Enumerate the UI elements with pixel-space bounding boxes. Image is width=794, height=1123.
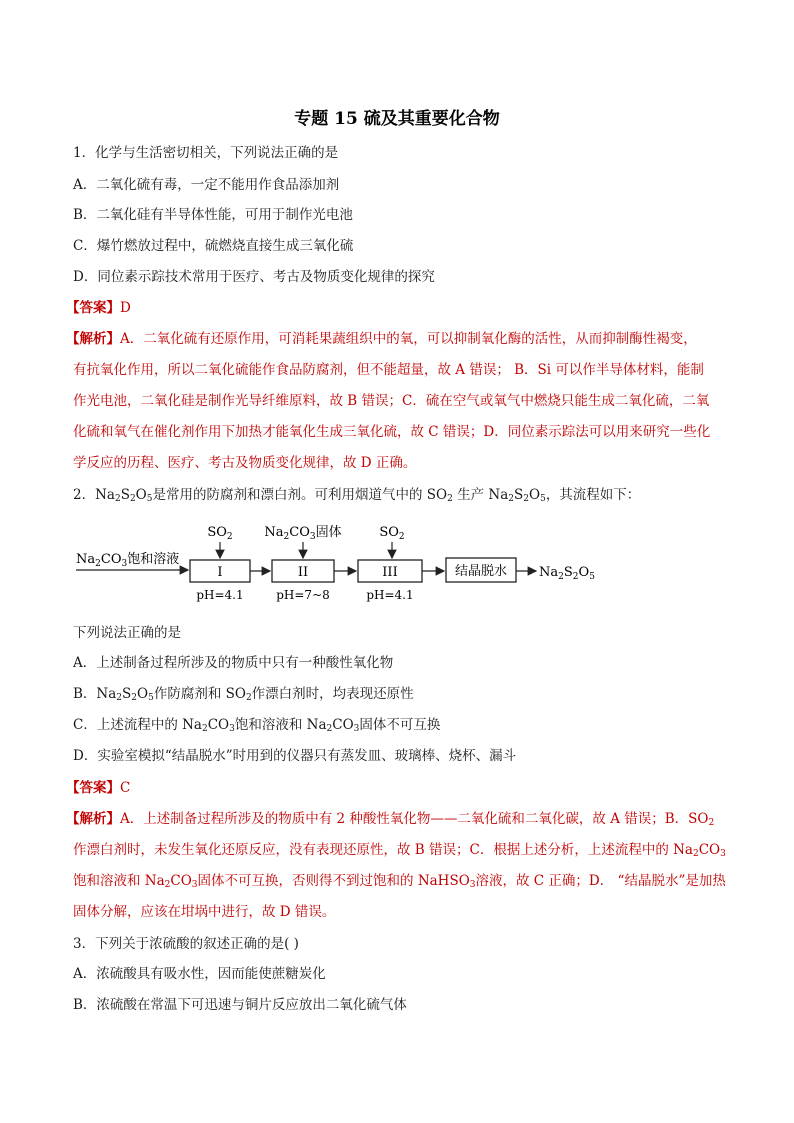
analysis-tag: 【解析】 (66, 331, 120, 347)
stem-part: 2．Na (73, 487, 115, 503)
subscript: 2 (447, 494, 453, 504)
subscript: 3 (469, 880, 476, 890)
answer-tag: 【答案】 (66, 300, 120, 316)
q1-analysis-line-1 (66, 329, 697, 349)
flow-step-3-ph: pH=4.1 (366, 588, 414, 602)
flow-step-2-ph: pH=7~8 (276, 588, 330, 602)
q2-option-d: D．实验室模拟“结晶脱水”时用到的仪器只有蒸发皿、玻璃棒、烧杯、漏斗 (73, 748, 517, 764)
q1-option-c: C．爆竹燃放过程中，硫燃烧直接生成三氧化硫 (73, 238, 354, 254)
subscript: 2 (164, 880, 171, 890)
subscript: 3 (191, 880, 198, 890)
q1-analysis-line-2: 有抗氧化作用，所以二氧化硫能作食品防腐剂，但不能超量，故 A 错误； B．Si 可以作半导体材料，能制 (73, 362, 704, 378)
answer-value: D (120, 300, 131, 316)
q1-analysis-line-5: 学反应的历程、医疗、考古及物质变化规律，故 D 正确。 (73, 455, 417, 471)
subscript: 2 (508, 494, 515, 504)
q1-answer (66, 298, 131, 318)
q2-answer (66, 778, 130, 798)
option-part: 饱和溶液和 Na (234, 717, 327, 733)
subscript: 2 (326, 724, 333, 734)
q1-option-b: B．二氧化硅有半导体性能，可用于制作光电池 (73, 207, 353, 223)
q3-option-b: B．浓硫酸在常温下可迅速与铜片反应放出二氧化硫气体 (73, 997, 407, 1013)
analysis-text: 作漂白剂时，未发生氧化还原反应，没有表现还原性，故 B 错误；C．根据上述分析，上述流程中的 Na (73, 842, 693, 858)
q2-option-c: C．上述流程中的 $Na_2CO_3$饱和溶液和 $Na_2CO_3$固体不可互换 (73, 717, 441, 734)
subscript: 2 (116, 693, 123, 703)
subscript: 2 (129, 494, 136, 504)
subscript: 3 (720, 849, 726, 859)
q2-analysis-line-2: 作漂白剂时，未发生氧化还原反应，没有表现还原性，故 B 错误；C．根据上述分析，上述流程中的 $Na_2CO_3$ (73, 842, 726, 859)
process-flow-diagram (0, 518, 794, 618)
q2-option-a: A．上述制备过程所涉及的物质中只有一种酸性氧化物 (73, 655, 394, 671)
q1-analysis-line-3: 作光电池，二氧化硅是制作光导纤维原料，故 B 错误；C．硫在空气或氧气中燃烧只能生成二氧化硫，二氧 (73, 393, 710, 409)
analysis-text: 固体不可互换，否则得不到过饱和的 NaHSO (197, 873, 470, 889)
subscript: 5 (146, 494, 153, 504)
subscript: 5 (148, 693, 154, 703)
q1-stem: 1．化学与生活密切相关，下列说法正确的是 (73, 145, 339, 161)
subscript: 2 (201, 724, 208, 734)
q1-analysis-line-4: 化硫和氧气在催化剂作用下加热才能氧化生成三氧化硫，故 C 错误；D．同位素示踪法可以用来研究一些化 (73, 424, 711, 440)
analysis-text: A．二氧化硫有还原作用，可消耗果蔬组织中的氧，可以抑制氧化酶的活性，从而抑制酶性褐变， (120, 331, 697, 347)
stem-part: 是常用的防腐剂和漂白剂。可利用烟道气中的 SO (152, 487, 448, 503)
q2-stem: 2．$Na_2S_2O_5$是常用的防腐剂和漂白剂。可利用烟道气中的 $SO_2$ 生产 $Na_2S_2O_5$，其流程如下： (73, 487, 641, 504)
answer-value: C (120, 780, 131, 796)
subscript: 3 (229, 724, 235, 734)
option-part: 作漂白剂时，均表现还原性 (251, 686, 414, 702)
analysis-text: 溶液，故 C 正确；D． “结晶脱水”是加热 (475, 873, 726, 889)
flow-step-1-label: I (217, 565, 223, 580)
q3-option-a: A．浓硫酸具有吸水性，因而能使蔗糖炭化 (73, 966, 326, 982)
answer-tag: 【答案】 (66, 780, 120, 796)
subscript: 2 (114, 494, 121, 504)
analysis-tag: 【解析】 (66, 811, 120, 827)
flow-feed-label: $Na_2CO_3$饱和溶液 (76, 552, 180, 569)
flow-step-2-label: II (297, 565, 309, 580)
option-part: 固体不可互换 (359, 717, 441, 733)
subscript: 2 (131, 693, 138, 703)
subscript: 2 (708, 818, 715, 828)
q2-option-b: B．$Na_2S_2O_5$作防腐剂和 $SO_2$作漂白剂时，均表现还原性 (73, 686, 414, 703)
flow-product-label: $Na_2S_2O_5$ (539, 565, 595, 582)
q2-analysis-line-1 (66, 809, 714, 833)
q2-analysis-line-4: 固体分解，应该在坩埚中进行，故 D 错误。 (73, 904, 336, 920)
q1-option-a: A．二氧化硫有毒，一定不能用作食品添加剂 (73, 177, 340, 193)
option-part: B．Na (73, 686, 117, 702)
stem-part: ，其流程如下： (545, 487, 641, 503)
subscript: 5 (540, 494, 546, 504)
option-part: C．上述流程中的 Na (73, 717, 202, 733)
subscript: 2 (692, 849, 699, 859)
subscript: 2 (245, 693, 252, 703)
analysis-text: 饱和溶液和 Na (73, 873, 165, 889)
flow-step-2-input: $Na_2CO_3$固体 (264, 525, 342, 542)
page-title: 专题 15 硫及其重要化合物 (294, 109, 500, 129)
option-part: 作防腐剂和 SO (153, 686, 246, 702)
subscript: 3 (353, 724, 360, 734)
stem-part: 生产 Na (457, 487, 509, 503)
analysis-text: A．上述制备过程所涉及的物质中有 2 种酸性氧化物——二氧化硫和二氧化碳，故 A 错误；B．SO (120, 811, 709, 827)
q1-option-d: D．同位素示踪技术常用于医疗、考古及物质变化规律的探究 (73, 269, 435, 285)
flow-step-3-label: III (382, 565, 398, 580)
flow-final-step-label: 结晶脱水 (454, 564, 508, 579)
q2-lead: 下列说法正确的是 (73, 625, 181, 641)
q3-stem: 3．下列关于浓硫酸的叙述正确的是( ) (73, 936, 299, 952)
q2-analysis-line-3: 饱和溶液和 $Na_2CO_3$固体不可互换，否则得不到过饱和的 NaHSO$_3$溶液，故 C 正确；D． “结晶脱水”是加热 (73, 873, 726, 890)
flow-step-1-ph: pH=4.1 (196, 588, 244, 602)
subscript: 2 (523, 494, 529, 504)
flow-step-3-input: $SO_2$ (379, 525, 405, 542)
flow-step-1-input: $SO_2$ (207, 525, 233, 542)
